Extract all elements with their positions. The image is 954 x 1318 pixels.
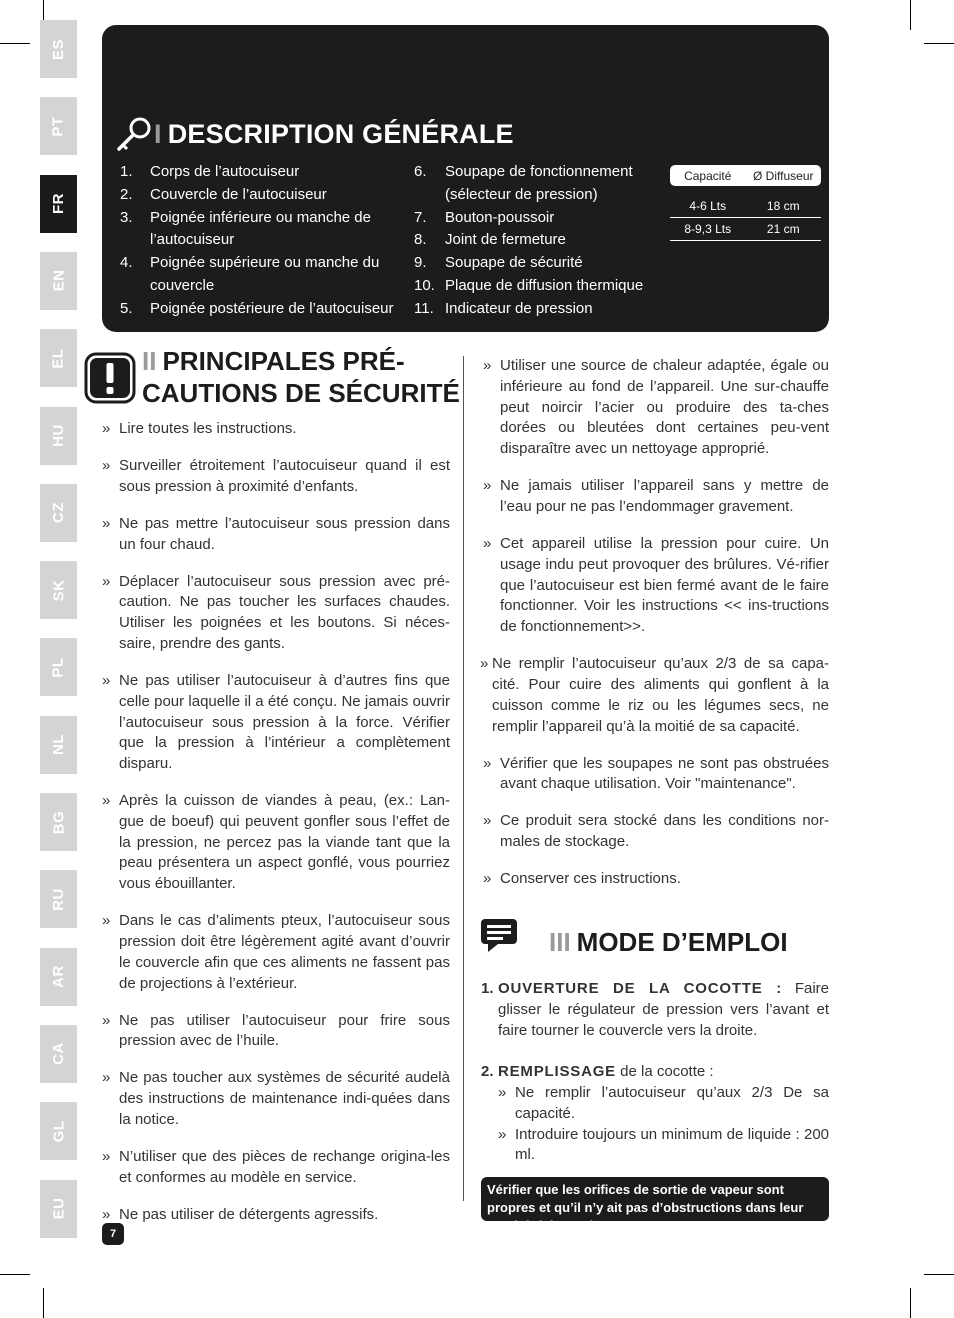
- language-tab-fr[interactable]: [40, 175, 77, 233]
- item-text: Soupape de sécurité: [445, 254, 583, 272]
- list-item: [120, 252, 402, 298]
- language-tab-label: FR: [50, 193, 67, 215]
- list-item: [414, 207, 654, 230]
- language-tab-cz[interactable]: [40, 484, 77, 542]
- table-row: [670, 195, 821, 218]
- list-item: » Ne remplir l’autocuiseur qu’aux 2/3 De sa capacité.: [496, 1083, 829, 1125]
- step-label: OUVERTURE DE LA COCOTTE :: [498, 980, 783, 997]
- language-tab-label: PT: [49, 116, 67, 137]
- list-item: » Ne pas toucher aux systèmes de sécurité audelà des instructions de maintenance indi-quées dans la notice.: [100, 1068, 450, 1130]
- list-item: » Ne pas utiliser l’autocuiseur pour frire sous pression avec de l’huile.: [100, 1011, 450, 1053]
- language-tab-label: PL: [49, 657, 67, 678]
- item-text: Poignée inférieure ou manche de l’autocuiseur: [150, 208, 371, 249]
- item-number: 11.: [414, 299, 434, 317]
- language-tab-label: NL: [50, 734, 67, 756]
- language-tab-label: HU: [49, 424, 67, 447]
- item-number: 4.: [120, 254, 133, 272]
- instruction-step: [481, 1062, 829, 1083]
- language-tab-bg[interactable]: [40, 793, 77, 851]
- list-item: » Ne remplir l’autocuiseur qu’aux 2/3 de sa capa-cité. Pour cuire des aliments qui gonflent à la cuisson comme le riz ou les légumes secs, ne remplir l’appareil qu’à la moitié de sa capacité.: [481, 654, 829, 737]
- step-number: 2.: [481, 1063, 494, 1080]
- list-item: » Ne pas utiliser l’autocuiseur à d’autres fins que celle pour laquelle il a été conçu. Ne jamais ouvrir l’autocuiseur sous pression à la force. Vérifier que la pression à l’intérieur a complètement disparu.: [100, 671, 450, 775]
- safety-list-left: [100, 419, 450, 1242]
- instruction-step: [481, 979, 829, 1041]
- list-item: » Cet appareil utilise la pression pour cuire. Un usage indu peut provoquer des brûlures. Vé-rifier que l’autocuiseur est bien fermé avant de le faire fonctionner. Voir les instructions << ins-tructions de fonctionnement>>.: [481, 534, 829, 638]
- list-item: » Conserver ces instructions.: [481, 869, 829, 890]
- list-item: » Introduire toujours un minimum de liquide : 200 ml.: [496, 1125, 829, 1167]
- table-row: [670, 218, 821, 241]
- language-tab-label: AR: [49, 965, 67, 988]
- table-cell: 4-6 Lts: [689, 199, 727, 213]
- table-cell: 18 cm: [766, 199, 800, 213]
- table-cell: 21 cm: [766, 222, 800, 236]
- language-tab-gl[interactable]: [40, 1102, 77, 1160]
- table-header: [670, 165, 821, 186]
- list-item: [414, 275, 654, 298]
- list-item: » Utiliser une source de chaleur adaptée, égale ou inférieure au fond de l’appareil. Une sur-chauffe peut noircir l’acier ou produire des ta-ches dorées ou bleutées dont certaines peu-vent disparaître avec un nettoyage approprié.: [481, 356, 829, 460]
- item-number: 6.: [414, 163, 427, 180]
- list-item: [414, 252, 654, 275]
- list-item: » Ne jamais utiliser l’appareil sans y mettre de l’eau pour ne pas l’endommager gravement.: [481, 476, 829, 518]
- table-header-cell: Ø Diffuseur: [753, 168, 814, 183]
- section-title: III MODE D’EMPLOI: [549, 927, 788, 957]
- item-text: Indicateur de pression: [445, 299, 593, 317]
- language-tab-ar[interactable]: [40, 948, 77, 1006]
- language-tab-label: SK: [50, 579, 67, 602]
- item-number: 5.: [120, 299, 133, 317]
- item-text: Joint de fermeture: [445, 231, 566, 249]
- item-text: Soupape de fonctionnement (sélecteur de pression): [445, 163, 633, 203]
- language-tab-hu[interactable]: [40, 407, 77, 465]
- table-header-cell: Capacité: [684, 168, 732, 183]
- list-item: [120, 161, 402, 184]
- language-tab-label: ES: [49, 38, 67, 60]
- table-cell: 8-9,3 Lts: [684, 222, 732, 236]
- item-number: 3.: [120, 208, 133, 226]
- item-text: Couvercle de l’autocuiseur: [150, 185, 327, 203]
- chat-icon: [480, 916, 518, 954]
- safety-list-right: [481, 356, 829, 906]
- list-item: » Après la cuisson de viandes à peau, (ex.: Lan-gue de boeuf) qui peuvent gonfler sous l’effet de la pression, ne percez pas la viande tant que la peau présentera un aspect gonflé, vous pourriez vous ébouillanter.: [100, 791, 450, 895]
- language-tab-label: CA: [49, 1042, 67, 1066]
- item-number: 9.: [414, 254, 427, 272]
- step-number: 1.: [481, 980, 494, 997]
- general-description-panel: [102, 25, 829, 332]
- key-icon: [114, 115, 154, 155]
- step-text: de la cocotte :: [615, 1063, 714, 1080]
- language-tab-es[interactable]: [40, 20, 77, 78]
- list-item: [120, 184, 402, 207]
- list-item: [414, 161, 654, 207]
- language-tab-label: EU: [50, 1197, 67, 1220]
- step-sublist: [496, 1083, 829, 1166]
- item-text: Corps de l’autocuiseur: [150, 163, 300, 180]
- list-item: » Déplacer l’autocuiseur sous pression avec pré-caution. Ne pas toucher les surfaces chaudes. Utiliser les poignées et les boutons. Si néces-saire, prendre des gants.: [100, 572, 450, 655]
- language-tab-label: GL: [50, 1120, 67, 1143]
- item-text: Bouton-poussoir: [445, 208, 555, 226]
- language-tab-pt[interactable]: [40, 97, 77, 155]
- item-text: Poignée supérieure ou manche du couvercle: [150, 254, 380, 294]
- list-item: » Ne pas utiliser de détergents agressifs.: [100, 1205, 450, 1226]
- list-item: [120, 207, 402, 253]
- item-number: 7.: [414, 208, 427, 226]
- language-tab-label: EL: [49, 348, 67, 369]
- list-item: [414, 298, 654, 321]
- list-item: » Lire toutes les instructions.: [100, 419, 450, 440]
- list-item: [120, 298, 402, 321]
- language-tab-el[interactable]: [40, 329, 77, 387]
- item-number: 2.: [120, 185, 133, 203]
- language-tab-label: EN: [50, 269, 67, 292]
- language-tab-eu[interactable]: [40, 1180, 77, 1238]
- item-number: 10.: [414, 276, 435, 294]
- language-tab-en[interactable]: [40, 252, 77, 310]
- item-text: Poignée postérieure de l’autocuiseur: [150, 299, 394, 317]
- warning-icon: [84, 352, 136, 404]
- parts-list-right: [414, 161, 654, 321]
- step-text: Faire glisser le régulateur de pression vers l’avant et faire tourner le couvercle vers la droite.: [498, 980, 829, 1039]
- list-item: » Surveiller étroitement l’autocuiseur quand il est sous pression à proximité d’enfants.: [100, 456, 450, 498]
- parts-list-left: [120, 161, 402, 321]
- page-number: 7: [102, 1223, 124, 1245]
- column-divider: [463, 356, 464, 1201]
- language-tab-label: CZ: [50, 502, 67, 524]
- item-text: Plaque de diffusion thermique: [445, 276, 644, 294]
- language-tab-pl[interactable]: [40, 638, 77, 696]
- language-tab-ca[interactable]: [40, 1025, 77, 1083]
- item-number: 8.: [414, 231, 427, 249]
- language-tab-sk[interactable]: [40, 561, 77, 619]
- section-title: II PRINCIPALES PRÉ- CAUTIONS DE SÉCURITÉ: [142, 346, 460, 408]
- list-item: » Vérifier que les soupapes ne sont pas obstruées avant chaque utilisation. Voir "maintenance".: [481, 754, 829, 796]
- section-title: I DESCRIPTION GÉNÉRALE: [154, 119, 514, 149]
- list-item: » Ne pas mettre l’autocuiseur sous pression dans un four chaud.: [100, 514, 450, 556]
- notice-box: Vérifier que les orifices de sortie de vapeur sont propres et qu’il n’y ait pas d’obstructions dans leur conduit (Fig. 8, 9).: [481, 1177, 829, 1221]
- list-item: » Ce produit sera stocké dans les conditions nor-males de stockage.: [481, 811, 829, 853]
- list-item: » Dans le cas d’aliments pteux, l’autocuiseur sous pression doit être légèrement agité avant d’ouvrir le couvercle afin que ces aliments ne fassent pas de projections à l’extérieur.: [100, 911, 450, 994]
- language-tab-nl[interactable]: [40, 716, 77, 774]
- language-tab-label: BG: [50, 810, 67, 834]
- capacity-table: [670, 165, 821, 241]
- language-tab-label: RU: [49, 887, 67, 911]
- language-tab-ru[interactable]: [40, 870, 77, 928]
- list-item: » N’utiliser que des pièces de rechange origina-les et conformes au modèle en service.: [100, 1147, 450, 1189]
- list-item: [414, 229, 654, 252]
- step-label: REMPLISSAGE: [498, 1063, 616, 1080]
- item-number: 1.: [120, 163, 133, 180]
